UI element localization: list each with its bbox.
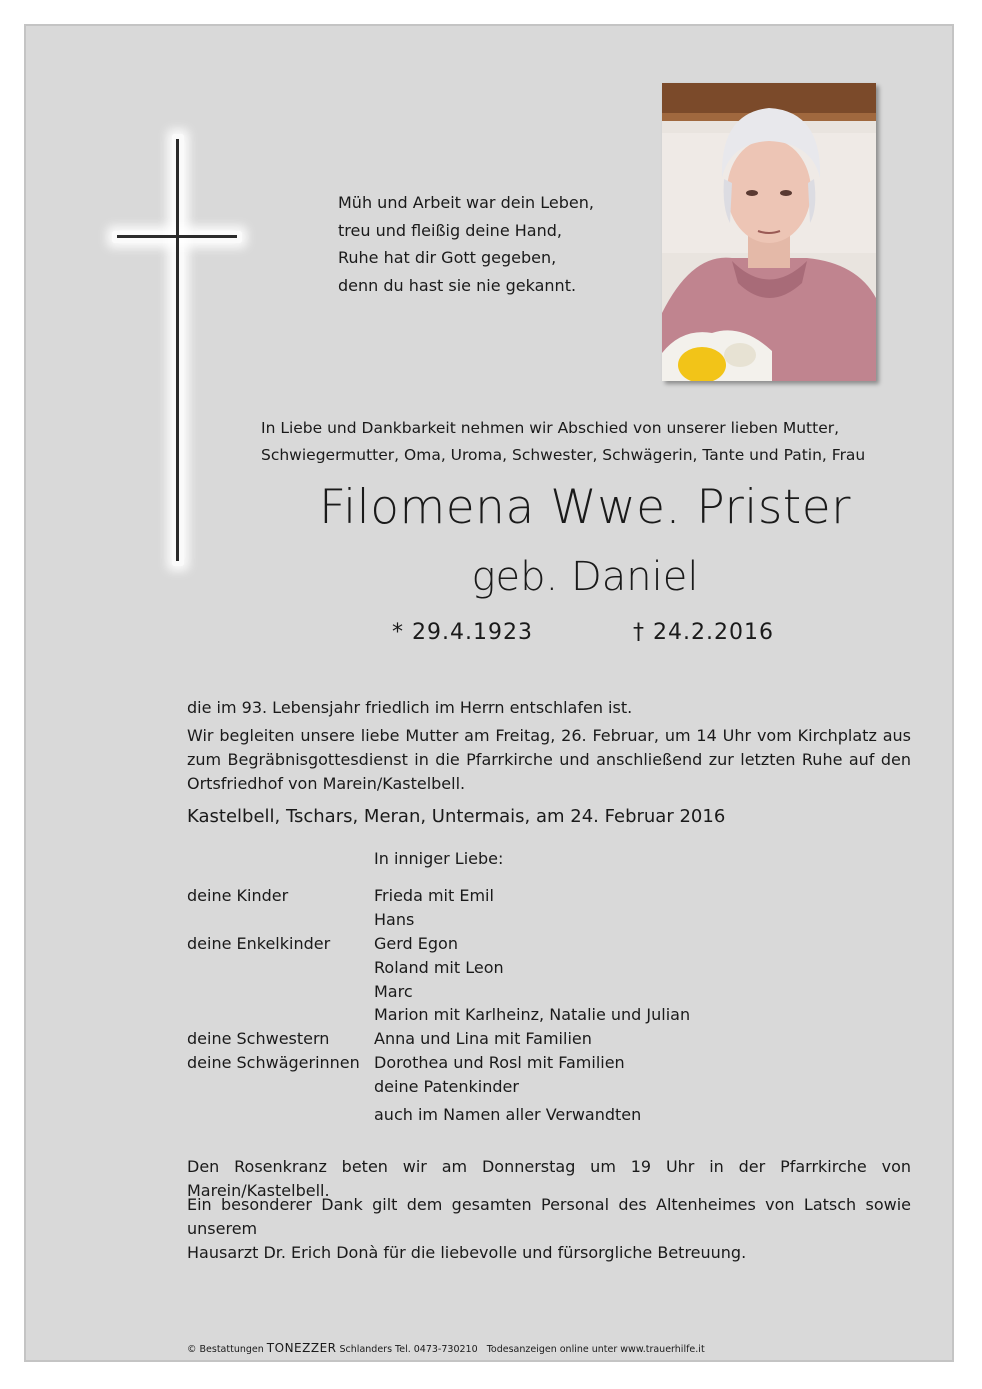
footer-brand: TONEZZER <box>266 1341 337 1355</box>
footer <box>187 1341 705 1355</box>
mourner-label: deine Schwägerinnen <box>187 1053 360 1072</box>
intro-line: In Liebe und Dankbarkeit nehmen wir Abschied von unserer lieben Mutter, <box>261 419 840 437</box>
footer-contact: Schlanders Tel. 0473-730210 <box>339 1344 478 1355</box>
mourner-name: Hans <box>374 910 415 929</box>
mourner-label: deine Enkelkinder <box>187 934 331 953</box>
mourners-heading: In inniger Liebe: <box>374 849 504 868</box>
poem-line: treu und fleißig deine Hand, <box>338 220 562 240</box>
funeral-text <box>187 724 911 796</box>
poem-line: Müh und Arbeit war dein Leben, <box>338 193 594 212</box>
poem <box>338 189 638 299</box>
mourner-name: Marc <box>374 982 413 1001</box>
poem-line: denn du hast sie nie gekannt. <box>338 275 577 295</box>
thanks-line: Ein besonderer Dank gilt dem gesamten Personal des Altenheimes von Latsch sowie unserem <box>187 1195 911 1238</box>
portrait-image <box>662 83 876 381</box>
thanks-line: Hausarzt Dr. Erich Donà für die liebevolle und fürsorgliche Betreuung. <box>187 1243 747 1262</box>
mourner-name: Frieda mit Emil <box>374 886 494 905</box>
poem-line: Ruhe hat dir Gott gegeben, <box>338 248 557 267</box>
place-date <box>187 805 911 829</box>
mourner-name: Anna und Lina mit Familien <box>374 1029 592 1048</box>
birth-name: geb. Daniel <box>471 554 699 600</box>
relatives-line: auch im Namen aller Verwandten <box>374 1105 642 1124</box>
mourner-label: deine Kinder <box>187 886 289 905</box>
mourner-name: Roland mit Leon <box>374 958 504 977</box>
funeral-line: Wir begleiten unsere liebe Mutter am Freitag, 26. Februar, um 14 Uhr vom Kirchplatz aus <box>187 726 911 745</box>
intro-line: Schwiegermutter, Oma, Uroma, Schwester, Schwägerin, Tante und Patin, Frau <box>261 446 866 464</box>
portrait-photo <box>662 83 876 381</box>
funeral-line: zum Begräbnisgottesdienst in die Pfarrkirche und anschließend zur letzten Ruhe auf den <box>187 750 911 769</box>
birth-date: * 29.4.1923 <box>392 620 533 645</box>
footer-prefix: © Bestattungen <box>187 1344 264 1355</box>
rosary-line: Den Rosenkranz beten wir am Donnerstag um 19 Uhr in der Pfarrkirche von Marein/Kastelbell. <box>187 1157 911 1200</box>
mourner-name: deine Patenkinder <box>374 1077 519 1096</box>
age-line <box>187 696 911 720</box>
mourner-name: Marion mit Karlheinz, Natalie und Julian <box>374 1005 691 1024</box>
intro-text <box>261 415 901 469</box>
thanks-text <box>187 1193 911 1265</box>
place-date-text: Kastelbell, Tschars, Meran, Untermais, am 24. Februar 2016 <box>187 806 726 827</box>
deceased-name: Filomena Wwe. Prister <box>319 480 851 535</box>
mourner-label: deine Schwestern <box>187 1029 330 1048</box>
mourner-name: Dorothea und Rosl mit Familien <box>374 1053 625 1072</box>
age-line-text: die im 93. Lebensjahr friedlich im Herrn entschlafen ist. <box>187 698 633 717</box>
funeral-line: Ortsfriedhof von Marein/Kastelbell. <box>187 774 466 793</box>
death-date: † 24.2.2016 <box>633 620 774 645</box>
mourner-name: Gerd Egon <box>374 934 458 953</box>
footer-online: Todesanzeigen online unter www.trauerhilfe.it <box>486 1344 705 1355</box>
